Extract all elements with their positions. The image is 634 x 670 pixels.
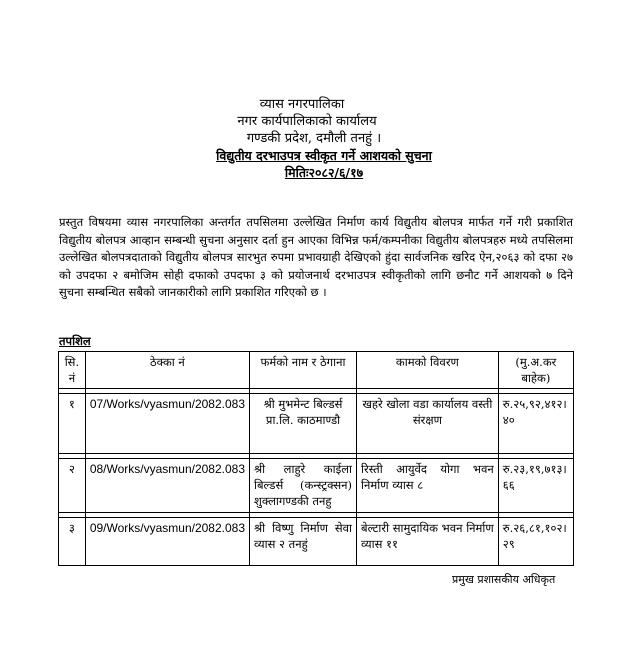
col-header-firm: फर्मको नाम र ठेगाना bbox=[250, 352, 357, 389]
row-contract: 08/Works/vyasmun/2082.083 bbox=[85, 459, 249, 513]
signatory-title: प्रमुख प्रशासकीय अधिकृत bbox=[452, 573, 556, 586]
table-row bbox=[59, 394, 574, 454]
row-amount: रु.२५,९२,४१२। ४० bbox=[498, 394, 573, 454]
row-firm: श्री विष्णु निर्माण सेवा व्यास २ तनहुं bbox=[250, 518, 357, 566]
notice-date: मितिः२०८२/६/१७ bbox=[284, 165, 364, 180]
col-header-amount: (मु.अ.कर बाहेक) bbox=[498, 352, 573, 389]
row-amount: रु.२६,८१,१०२।२९ bbox=[498, 518, 573, 566]
row-firm: श्री लाहुरे काईला बिल्डर्स (कन्स्ट्रक्सन) शुक्लागण्डकी तनहु bbox=[250, 459, 357, 513]
table-header-row bbox=[59, 352, 574, 389]
row-work: खहरे खोला वडा कार्यालय वस्ती संरक्षण bbox=[357, 394, 499, 454]
col-header-sn: सि. नं bbox=[59, 352, 86, 389]
row-amount: रु.२३,१९,७१३।६६ bbox=[498, 459, 573, 513]
col-header-contract: ठेक्का नं bbox=[85, 352, 249, 389]
row-sn: १ bbox=[59, 394, 86, 454]
table-row bbox=[59, 518, 574, 566]
row-work: रिस्ती आयुर्वेद योगा भवन निर्माण व्यास ८ bbox=[357, 459, 499, 513]
row-firm: श्री मुभमेन्ट बिल्डर्स प्रा.लि. काठमाण्डौ bbox=[250, 394, 357, 454]
table-title: तपशिल bbox=[59, 334, 91, 348]
office-address: गण्डकी प्रदेश, दमौली तनहुं । bbox=[246, 131, 382, 146]
row-work: बेल्टारी सामुदायिक भवन निर्माण व्यास ११ bbox=[357, 518, 499, 566]
row-contract: 07/Works/vyasmun/2082.083 bbox=[85, 394, 249, 454]
notice-header bbox=[0, 96, 634, 181]
row-sn: २ bbox=[59, 459, 86, 513]
award-table bbox=[58, 351, 574, 566]
row-sn: ३ bbox=[59, 518, 86, 566]
row-contract: 09/Works/vyasmun/2082.083 bbox=[85, 518, 249, 566]
col-header-work: कामको विवरण bbox=[357, 352, 499, 389]
office-name: नगर कार्यपालिकाको कार्यालय bbox=[237, 114, 377, 129]
municipality-name: व्यास नगरपालिका bbox=[259, 97, 345, 112]
table-row bbox=[59, 459, 574, 513]
notice-body: प्रस्तुत विषयमा व्यास नगरपालिका अन्तर्गत तपसिलमा उल्लेखित निर्माण कार्य विद्युतीय बोलपत्र मार्फत गर्ने गरी प्रकाशित विद्युतीय बोलपत्र आव्हान सम्बन्धी सुचना अनुसार दर्ता हुन आएका विभिन्न फर्म/कम्पनीका विद्युतीय बोलपत्रहरु मध्ये तपसिलमा उल्लेखित बोलपत्रदाताको विद्युतीय बोलपत्र सारभुत रुपमा प्रभावग्राही देखिएको हुंदा सार्वजनिक खरिद ऐन,२०६३ को दफा २७ को उपदफा २ बमोजिम सोही दफाको उपदफा ३ को प्रयोजनार्थ दरभाउपत्र स्वीकृतीको लागि छनौट गर्ने आशयको ७ दिने सुचना सम्बन्धित सबैको जानकारीको लागि प्रकाशित गरिएको छ । bbox=[59, 215, 573, 300]
notice-subject: विद्युतीय दरभाउपत्र स्वीकृत गर्ने आशयको सुचना bbox=[216, 148, 432, 163]
